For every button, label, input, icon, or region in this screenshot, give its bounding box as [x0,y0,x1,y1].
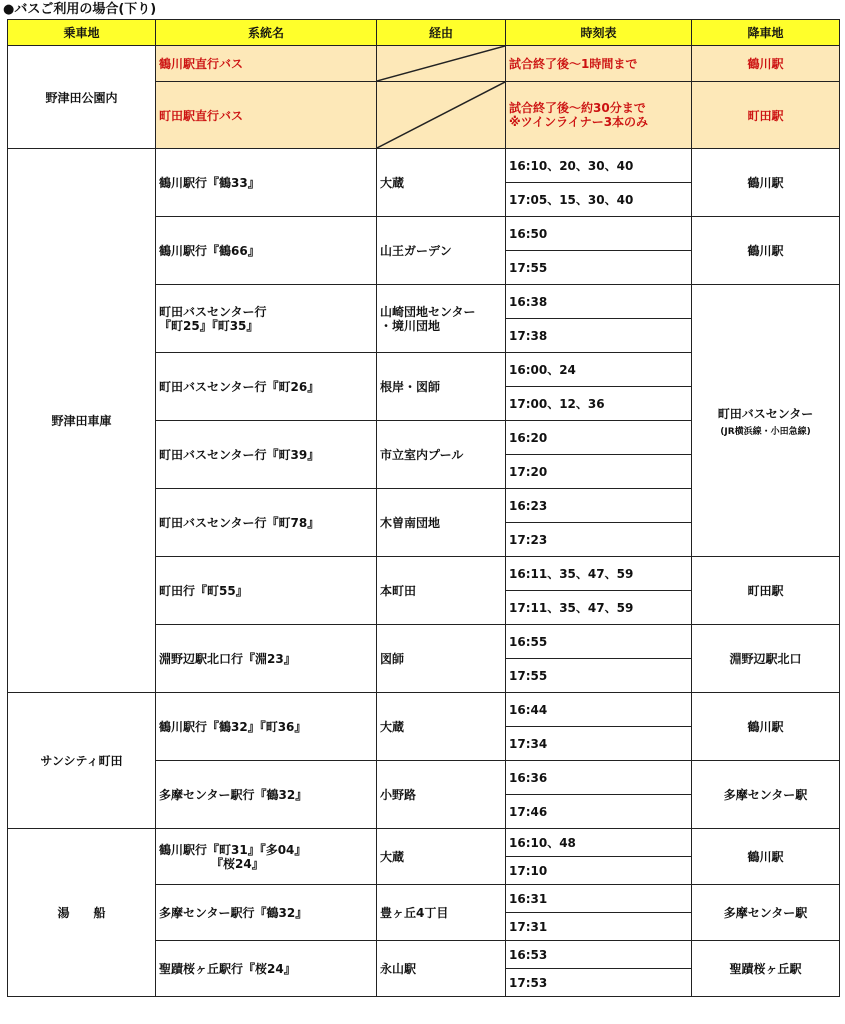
route-name: 町田バスセンター行『町39』 [156,421,377,489]
time-entry: 試合終了後〜1時間まで [506,46,692,82]
via-empty [377,46,506,82]
destination [692,285,840,557]
via: 山王ガーデン [377,217,506,285]
via [377,285,506,353]
time-entry: 17:31 [506,913,692,941]
destination: 多摩センター駅 [692,761,840,829]
time-entry: 16:38 [506,285,692,319]
destination: 鶴川駅 [692,829,840,885]
page-title: ●バスご利用の場合(下り) [3,2,157,17]
boarding-stop: サンシティ町田 [8,693,156,829]
header-via: 経由 [377,20,506,46]
route-line: 町田バスセンター行 [159,304,267,319]
time-entry: 16:44 [506,693,692,727]
time-entry: 16:23 [506,489,692,523]
time-entry: 16:31 [506,885,692,913]
header-route: 系統名 [156,20,377,46]
via: 市立室内プール [377,421,506,489]
time-entry: 16:36 [506,761,692,795]
route-name: 多摩センター駅行『鶴32』 [156,761,377,829]
time-entry: 16:20 [506,421,692,455]
header-timetable: 時刻表 [506,20,692,46]
header-boarding: 乗車地 [8,20,156,46]
route-name: 鶴川駅行『鶴32』『町36』 [156,693,377,761]
time-entry: 17:53 [506,969,692,997]
time-entry: 17:20 [506,455,692,489]
time-entry: 17:05、15、30、40 [506,183,692,217]
via: 大蔵 [377,829,506,885]
time-note: 試合終了後〜約30分まで [509,101,646,115]
route-name: 町田バスセンター行『町78』 [156,489,377,557]
route-name: 町田バスセンター行『町26』 [156,353,377,421]
destination: 聖蹟桜ヶ丘駅 [692,941,840,997]
via: 本町田 [377,557,506,625]
boarding-stop: 野津田車庫 [8,149,156,693]
table-row [8,829,840,857]
time-entry: 17:00、12、36 [506,387,692,421]
time-entry: 17:55 [506,251,692,285]
time-entry: 17:38 [506,319,692,353]
destination: 町田駅 [692,557,840,625]
route-name: 鶴川駅直行バス [156,46,377,82]
boarding-stop: 野津田公園内 [8,46,156,149]
time-entry [506,82,692,149]
time-entry: 16:10、48 [506,829,692,857]
bus-timetable [7,19,840,997]
via: 大蔵 [377,149,506,217]
via: 図師 [377,625,506,693]
header-alighting: 降車地 [692,20,840,46]
time-entry: 17:46 [506,795,692,829]
route-name [156,829,377,885]
route-name: 町田行『町55』 [156,557,377,625]
table-row [8,149,840,183]
destination: 鶴川駅 [692,693,840,761]
time-note: ※ツインライナー3本のみ [509,115,649,129]
via: 永山駅 [377,941,506,997]
destination-name: 町田バスセンター [717,406,814,421]
destination: 鶴川駅 [692,149,840,217]
destination: 町田駅 [692,82,840,149]
time-entry: 16:50 [506,217,692,251]
via: 豊ヶ丘4丁目 [377,885,506,941]
time-entry: 16:53 [506,941,692,969]
time-entry: 17:55 [506,659,692,693]
via-line: 山崎団地センター [380,304,476,319]
route-line: 『町25』『町35』 [159,318,259,333]
time-entry: 16:55 [506,625,692,659]
destination-lines: (JR横浜線・小田急線) [720,426,811,437]
route-name: 聖蹟桜ヶ丘駅行『桜24』 [156,941,377,997]
via: 根岸・図師 [377,353,506,421]
time-entry: 17:11、35、47、59 [506,591,692,625]
route-name: 淵野辺駅北口行『淵23』 [156,625,377,693]
time-entry: 16:10、20、30、40 [506,149,692,183]
time-entry: 17:34 [506,727,692,761]
route-name: 鶴川駅行『鶴33』 [156,149,377,217]
via: 大蔵 [377,693,506,761]
route-line: 鶴川駅行『町31』『多04』 [159,842,307,857]
route-name: 町田駅直行バス [156,82,377,149]
time-entry: 17:23 [506,523,692,557]
via-empty [377,82,506,149]
via-line: ・境川団地 [380,318,441,333]
table-row [8,46,840,82]
route-name: 鶴川駅行『鶴66』 [156,217,377,285]
via: 小野路 [377,761,506,829]
time-entry: 17:10 [506,857,692,885]
destination: 淵野辺駅北口 [692,625,840,693]
route-name: 多摩センター駅行『鶴32』 [156,885,377,941]
time-entry: 16:00、24 [506,353,692,387]
table-row [8,693,840,727]
destination: 多摩センター駅 [692,885,840,941]
via: 木曽南団地 [377,489,506,557]
route-line: 『桜24』 [211,856,264,871]
time-entry: 16:11、35、47、59 [506,557,692,591]
header-row [8,20,840,46]
route-name [156,285,377,353]
destination: 鶴川駅 [692,217,840,285]
destination: 鶴川駅 [692,46,840,82]
boarding-stop: 湯 船 [8,829,156,997]
